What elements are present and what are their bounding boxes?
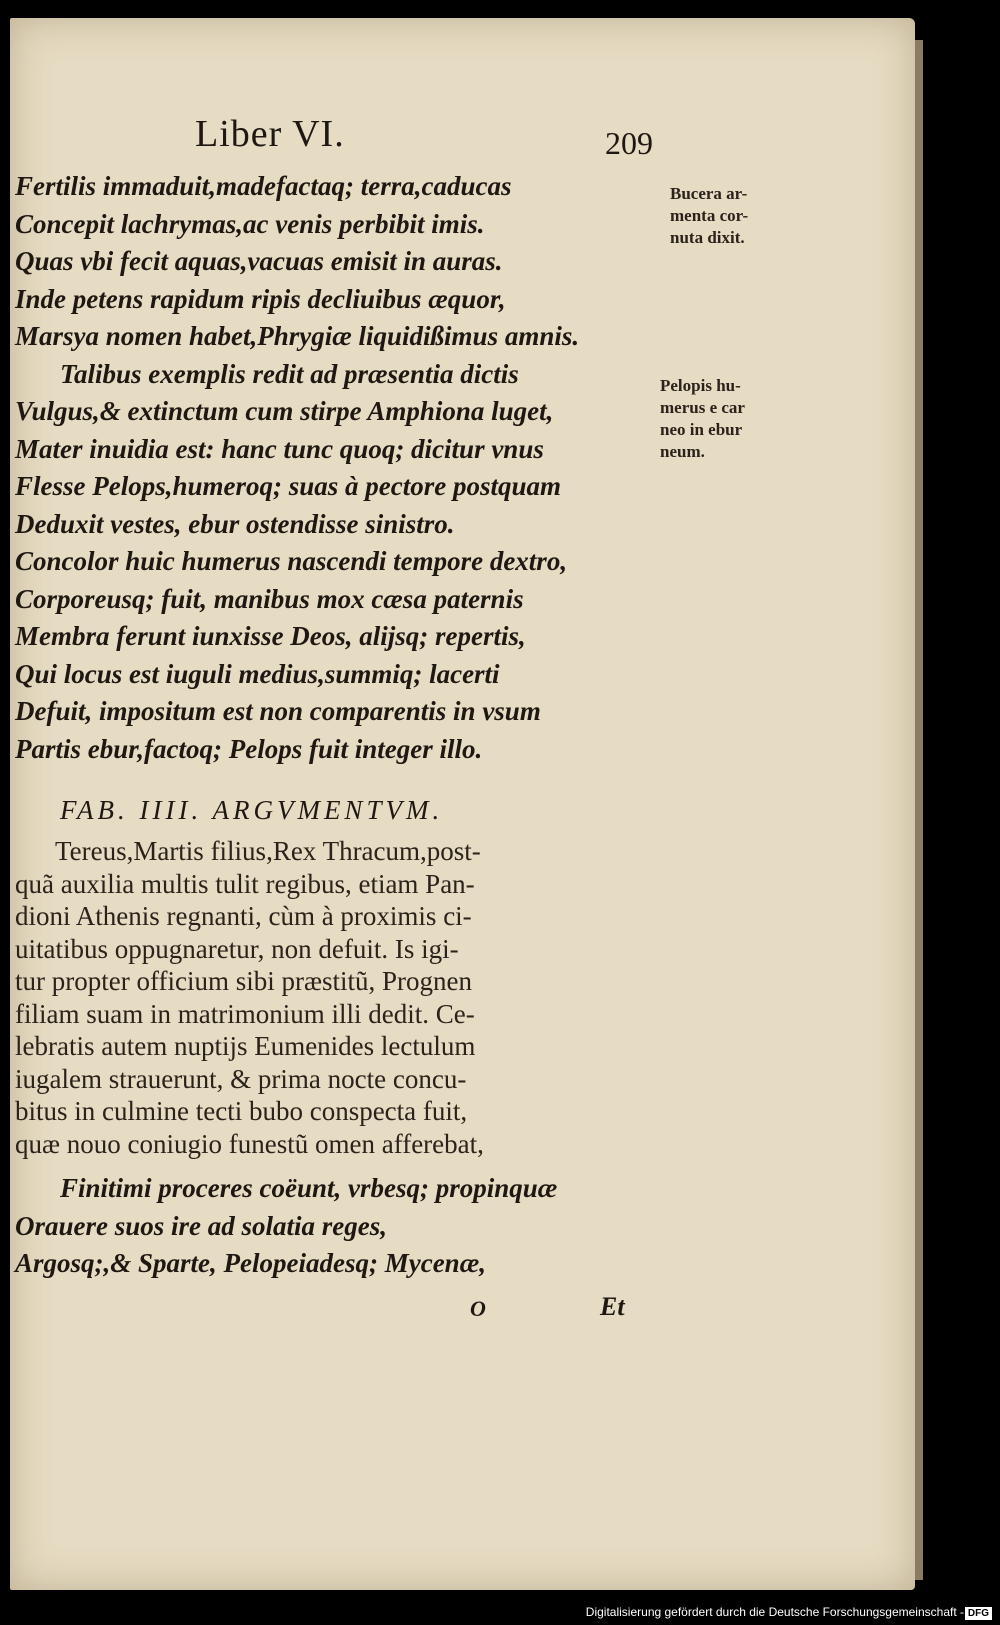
prose-line: uitatibus oppugnaretur, non defuit. Is igi- bbox=[15, 933, 459, 964]
prose-line: quæ nouo coniugio funestũ omen afferebat, bbox=[15, 1128, 484, 1159]
verse-line: Inde petens rapidum ripis decliuibus æquor, bbox=[15, 283, 506, 314]
argument-prose bbox=[15, 835, 645, 1160]
margin-note-line: neum. bbox=[660, 442, 705, 461]
verse-line: Concolor huic humerus nascendi tempore dextro, bbox=[15, 546, 568, 576]
verse-line: Partis ebur,factoq; Pelops fuit integer illo. bbox=[15, 733, 483, 764]
margin-note-line: nuta dixit. bbox=[670, 228, 745, 247]
verse-line: Orauere suos ire ad solatia reges, bbox=[15, 1210, 388, 1241]
prose-line: dioni Athenis regnanti, cùm à proximis ci- bbox=[15, 901, 472, 931]
digitization-credit: Digitalisierung gefördert durch die Deutsche Forschungsgemeinschaft - bbox=[585, 1605, 964, 1619]
verse-line: Fertilis immaduit,madefactaq; terra,caducas bbox=[15, 171, 512, 201]
verse-line: Corporeusq; fuit, manibus mox cæsa paternis bbox=[15, 583, 524, 614]
verse-line: Finitimi proceres coëunt, vrbesq; propinquæ bbox=[60, 1173, 558, 1203]
verse-line: Flesse Pelops,humeroq; suas à pectore postquam bbox=[15, 471, 562, 501]
catchword: Et bbox=[600, 1292, 625, 1321]
verse-line: Defuit, impositum est non comparentis in vsum bbox=[15, 696, 541, 726]
verse-line: Mater inuidia est: hanc tunc quoq; dicitur vnus bbox=[15, 433, 544, 464]
prose-line: iugalem strauerunt, & prima nocte concu- bbox=[15, 1063, 467, 1094]
verse-line: Concepit lachrymas,ac venis perbibit imis. bbox=[15, 208, 485, 239]
verse-block-top bbox=[15, 168, 640, 768]
verse-line: Talibus exemplis redit ad præsentia dictis bbox=[60, 358, 519, 389]
verse-block-bottom bbox=[15, 1170, 640, 1283]
margin-note-line: neo in ebur bbox=[660, 420, 743, 439]
margin-note-line: Pelopis hu- bbox=[660, 376, 741, 395]
verse-line: Marsya nomen habet,Phrygiæ liquidißimus amnis. bbox=[15, 321, 580, 351]
prose-line: Tereus,Martis filius,Rex Thracum,post- bbox=[55, 836, 481, 866]
prose-line: filiam suam in matrimonium illi dedit. Ce- bbox=[15, 998, 475, 1029]
margin-note-line: Bucera ar- bbox=[670, 184, 748, 203]
verse-line: Membra ferunt iunxisse Deos, alijsq; repertis, bbox=[15, 621, 526, 651]
prose-line: tur propter officium sibi præstitũ, Prognen bbox=[15, 966, 472, 996]
margin-note bbox=[660, 375, 745, 463]
running-title: Liber VI. bbox=[195, 113, 345, 155]
verse-line: Qui locus est iuguli medius,summiq; lacerti bbox=[15, 658, 500, 689]
margin-note-line: menta cor- bbox=[670, 206, 749, 225]
verse-line: Vulgus,& extinctum cum stirpe Amphiona luget, bbox=[15, 396, 554, 426]
verse-line: Quas vbi fecit aquas,vacuas emisit in auras. bbox=[15, 246, 503, 276]
verse-line: Deduxit vestes, ebur ostendisse sinistro. bbox=[15, 508, 455, 539]
signature-mark: O bbox=[470, 1296, 486, 1321]
page-number: 209 bbox=[605, 125, 653, 161]
fable-heading: FAB. IIII. ARGVMENTVM. bbox=[60, 795, 444, 825]
dfg-logo: DFG bbox=[965, 1607, 992, 1620]
margin-note-line: merus e car bbox=[660, 398, 745, 417]
verse-line: Argosq;,& Sparte, Pelopeiadesq; Mycenæ, bbox=[15, 1248, 486, 1278]
prose-line: bitus in culmine tecti bubo conspecta fuit, bbox=[15, 1096, 468, 1126]
prose-line: quã auxilia multis tulit regibus, etiam Pan- bbox=[15, 868, 475, 899]
page-edge bbox=[915, 40, 923, 1580]
prose-line: lebratis autem nuptijs Eumenides lectulum bbox=[15, 1031, 476, 1061]
margin-note bbox=[670, 183, 748, 249]
